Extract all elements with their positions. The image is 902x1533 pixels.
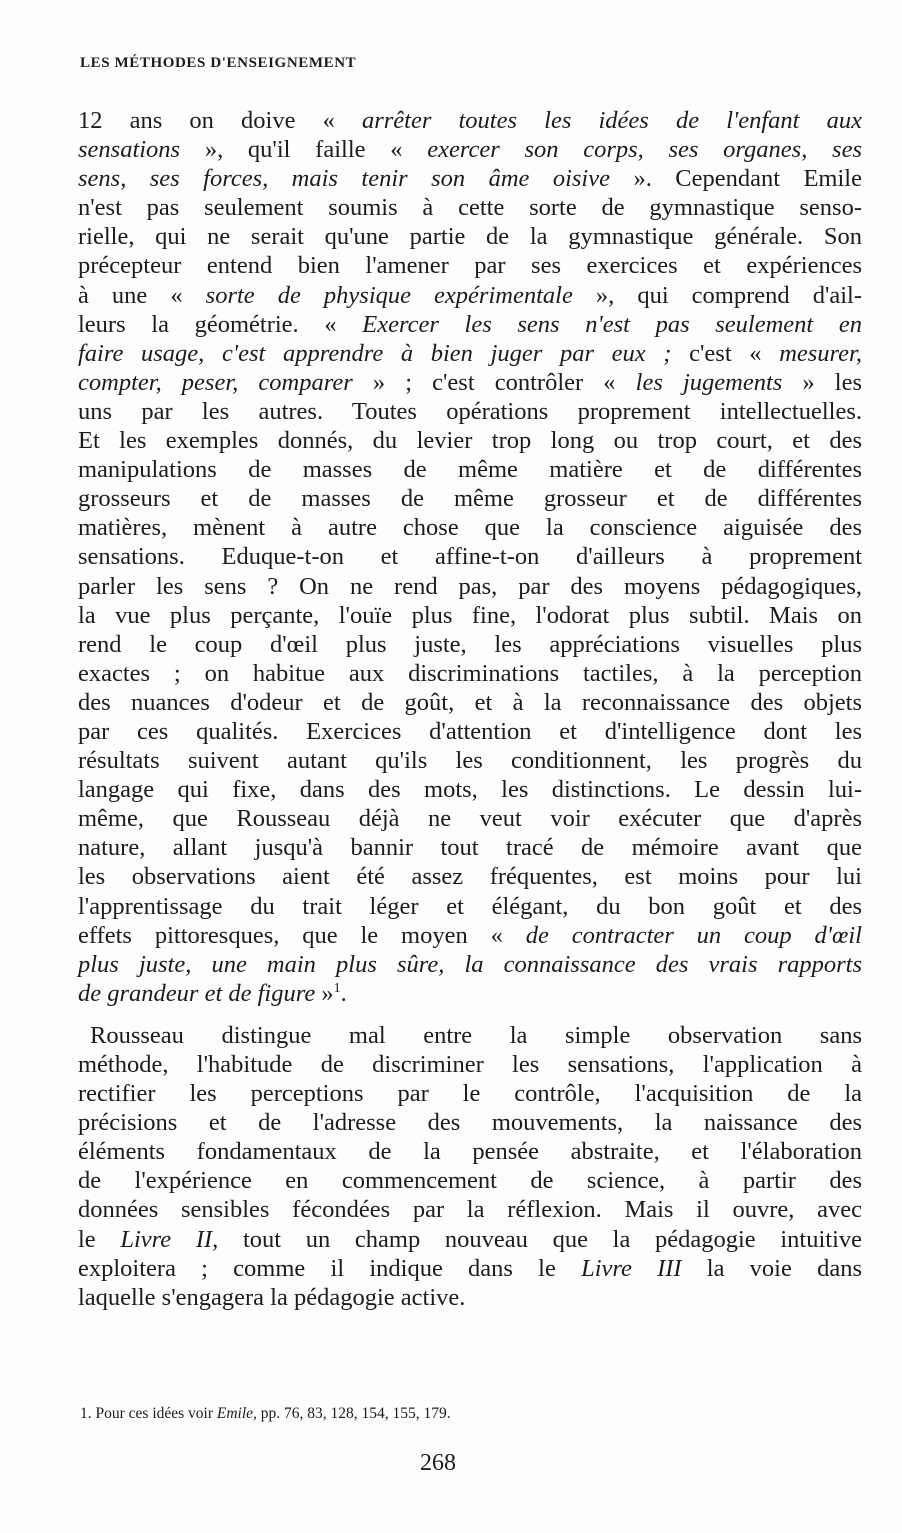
text-run: nature, allant jusqu'à bannir tout tracé de mémoire avant que: [78, 834, 862, 862]
text-line: [78, 833, 862, 862]
text-line: [78, 804, 862, 833]
text-line: [78, 1283, 862, 1312]
text-line: [78, 1225, 862, 1254]
text-line: [78, 862, 862, 891]
italic-quote: Livre III: [581, 1254, 682, 1282]
italic-quote: de contracter un coup d'œil: [525, 921, 862, 949]
text-run: manipulations de masses de même matière et de différentes: [78, 456, 862, 484]
text-run: le: [78, 1225, 121, 1253]
text-run: données sensibles fécondées par la réflexion. Mais il ouvre, avec: [78, 1196, 862, 1224]
text-line: [78, 1079, 862, 1108]
text-run: effets pittoresques, que le moyen «: [78, 921, 526, 949]
italic-quote: de grandeur et de figure: [78, 979, 316, 1007]
text-run: » les: [782, 368, 862, 396]
text-line: [78, 572, 862, 601]
text-run: parler les sens ? On ne rend pas, par des moyens pédagogiques,: [78, 572, 862, 600]
page-number: 268: [420, 1450, 456, 1476]
paragraph: [78, 1021, 862, 1312]
text-run: rend le coup d'œil plus juste, les appréciations visuelles plus: [78, 630, 862, 658]
text-line: [78, 1254, 862, 1283]
text-line: [78, 1108, 862, 1137]
text-line: [78, 106, 862, 135]
italic-quote: sorte de physique expérimentale: [205, 281, 573, 309]
text-run: sensations. Eduque-t-on et affine-t-on d'ailleurs à proprement: [78, 543, 862, 571]
footnote-pages: pp. 76, 83, 128, 154, 155, 179.: [256, 1405, 451, 1422]
text-line: [78, 513, 862, 542]
text-line: [78, 281, 862, 310]
italic-quote: les jugements: [635, 368, 783, 396]
text-run: leurs la géométrie. «: [78, 310, 363, 338]
text-line: [78, 368, 862, 397]
text-line: [78, 1021, 862, 1050]
text-run: Rousseau distingue mal entre la simple observation sans: [90, 1021, 862, 1049]
text-run: rielle, qui ne serait qu'une partie de la gymnastique générale. Son: [78, 223, 862, 251]
text-run: laquelle s'engagera la pédagogie active.: [78, 1283, 466, 1311]
text-run: 12 ans on doive «: [78, 107, 362, 134]
text-run: .: [340, 979, 347, 1007]
text-run: méthode, l'habitude de discriminer les sensations, l'application à: [78, 1051, 862, 1078]
text-line: [78, 688, 862, 717]
text-line: [78, 892, 862, 921]
text-run: exploitera ; comme il indique dans le: [78, 1254, 582, 1282]
text-run: », qu'il faille «: [180, 136, 428, 164]
text-line: [78, 979, 862, 1008]
text-run: les observations aient été assez fréquentes, est moins pour lui: [78, 863, 862, 891]
text-run: ». Cependant Emile: [610, 165, 862, 193]
text-line: [78, 339, 862, 368]
text-run: exactes ; on habitue aux discriminations tactiles, à la perception: [78, 659, 862, 687]
text-line: [78, 484, 862, 513]
text-run: c'est «: [671, 339, 780, 367]
text-run: même, que Rousseau déjà ne veut voir exécuter que d'après: [78, 805, 862, 833]
italic-quote: Exercer les sens n'est pas seulement en: [362, 310, 862, 338]
text-run: » ; c'est contrôler «: [352, 368, 636, 396]
footnote: [80, 1405, 451, 1423]
text-run: rectifier les perceptions par le contrôle, l'acquisition de la: [78, 1080, 862, 1108]
text-run: matières, mènent à autre chose que la conscience aiguisée des: [78, 514, 862, 542]
footnote-title: Emile,: [216, 1405, 257, 1422]
text-line: [78, 542, 862, 571]
text-run: la voie dans: [681, 1254, 862, 1282]
text-line: [78, 630, 862, 659]
italic-quote: arrêter toutes les idées de l'enfant aux: [361, 107, 862, 134]
text-run: », qui comprend d'ail-: [572, 281, 863, 309]
text-line: [78, 426, 862, 455]
italic-quote: Livre II,: [120, 1225, 219, 1253]
text-run: éléments fondamentaux de la pensée abstraite, et l'élaboration: [78, 1138, 862, 1166]
text-run: précisions et de l'adresse des mouvements, la naissance des: [78, 1109, 862, 1137]
text-line: [78, 310, 862, 339]
body-text: [78, 106, 862, 1312]
italic-quote: faire usage, c'est apprendre à bien juger par eux ;: [78, 339, 672, 367]
text-line: [78, 775, 862, 804]
italic-quote: sens, ses forces, mais tenir son âme oisive: [78, 165, 610, 193]
text-line: [78, 659, 862, 688]
text-line: [78, 251, 862, 280]
text-run: langage qui fixe, dans des mots, les distinctions. Le dessin lui-: [78, 776, 862, 804]
text-line: [78, 1195, 862, 1224]
text-line: [78, 921, 862, 950]
text-run: uns par les autres. Toutes opérations proprement intellectuelles.: [78, 397, 862, 425]
text-line: [78, 717, 862, 746]
text-run: résultats suivent autant qu'ils les conditionnent, les progrès du: [78, 747, 862, 775]
footnote-reference: 1: [333, 980, 341, 996]
text-line: [78, 135, 862, 164]
text-run: précepteur entend bien l'amener par ses exercices et expériences: [78, 252, 862, 280]
text-line: [78, 1166, 862, 1195]
text-run: »: [315, 979, 334, 1007]
text-run: Et les exemples donnés, du levier trop long ou trop court, et des: [78, 427, 862, 455]
text-run: des nuances d'odeur et de goût, et à la reconnaissance des objets: [78, 688, 862, 716]
text-run: l'apprentissage du trait léger et élégant, du bon goût et des: [78, 892, 862, 920]
text-run: à une «: [78, 281, 206, 309]
text-line: [78, 601, 862, 630]
text-line: [78, 222, 862, 251]
text-line: [78, 193, 862, 222]
running-header: LES MÉTHODES D'ENSEIGNEMENT: [80, 55, 357, 71]
text-line: [78, 397, 862, 426]
text-line: [78, 746, 862, 775]
footnote-prefix: 1. Pour ces idées voir: [80, 1405, 217, 1422]
text-run: n'est pas seulement soumis à cette sorte de gymnastique senso-: [78, 194, 862, 222]
text-line: [78, 950, 862, 979]
text-line: [78, 455, 862, 484]
text-run: la vue plus perçante, l'ouïe plus fine, l'odorat plus subtil. Mais on: [78, 601, 862, 629]
italic-quote: compter, peser, comparer: [78, 368, 353, 396]
text-run: de l'expérience en commencement de science, à partir des: [78, 1167, 862, 1195]
text-run: par ces qualités. Exercices d'attention et d'intelligence dont les: [78, 717, 862, 745]
italic-quote: mesurer,: [779, 339, 862, 367]
text-line: [78, 1050, 862, 1079]
italic-quote: sensations: [78, 136, 181, 164]
text-line: [78, 1137, 862, 1166]
italic-quote: plus juste, une main plus sûre, la connaissance des vrais rapports: [78, 950, 862, 978]
paragraph: [78, 106, 862, 1008]
text-run: tout un champ nouveau que la pédagogie intuitive: [218, 1225, 863, 1253]
italic-quote: exercer son corps, ses organes, ses: [427, 136, 862, 164]
text-run: grosseurs et de masses de même grosseur et de différentes: [78, 485, 862, 513]
text-line: [78, 164, 862, 193]
